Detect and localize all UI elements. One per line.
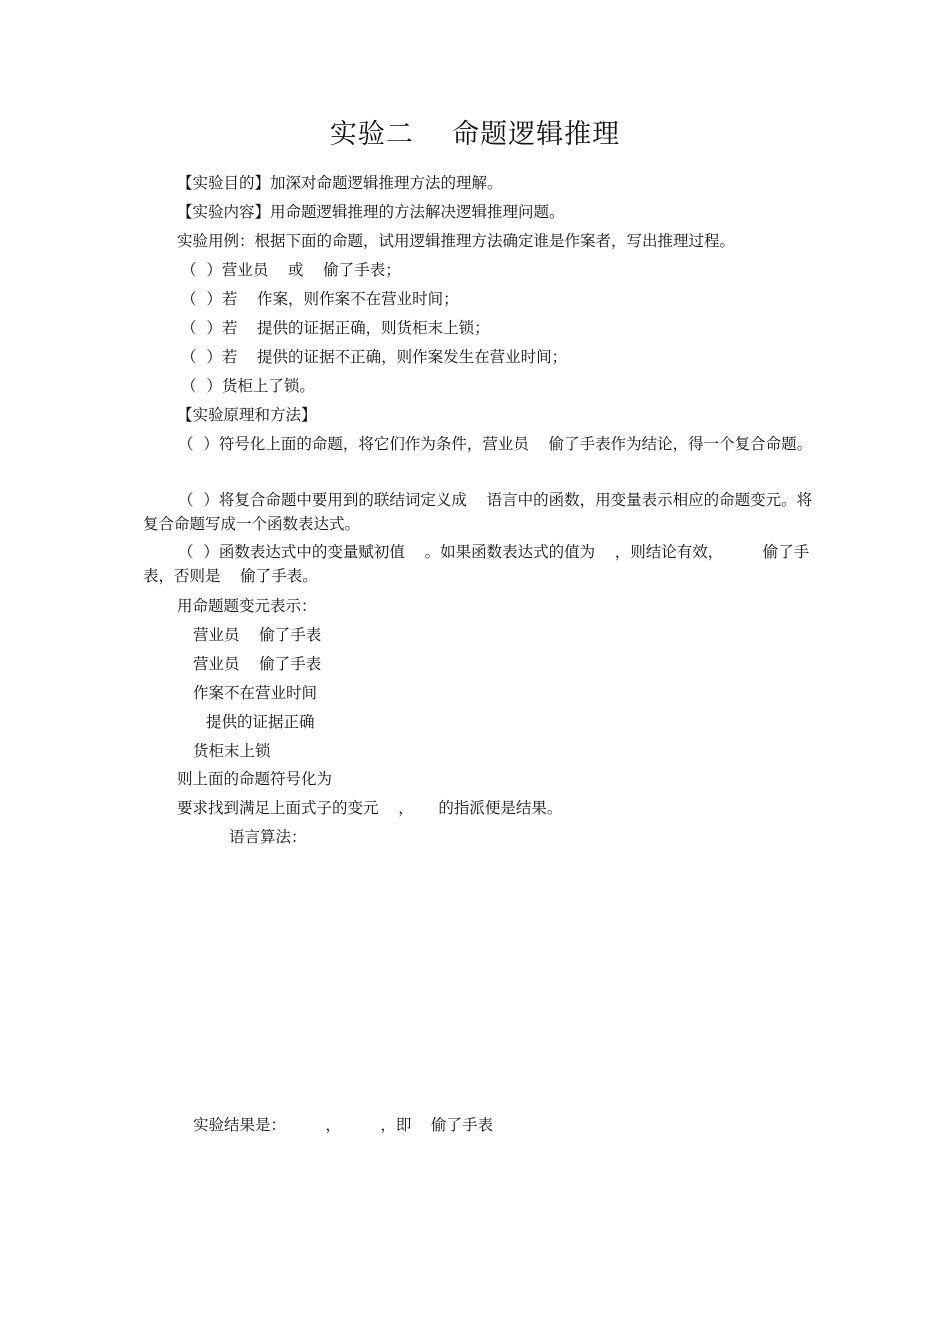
variable-3: 作案不在营业时间	[193, 684, 318, 702]
content-line: 【实验内容】用命题逻辑推理的方法解决逻辑推理问题。	[177, 203, 565, 221]
example-line: 实验用例：根据下面的命题，试用逻辑推理方法确定谁是作案者，写出推理过程。	[177, 232, 736, 250]
algorithm-line: 语言算法：	[229, 828, 307, 846]
variable-1: 营业员 偷了手表	[193, 626, 322, 644]
variable-5: 货柜末上锁	[193, 742, 271, 760]
variable-2: 营业员 偷了手表	[193, 655, 322, 673]
step-2-paragraph: （ ）将复合命题中要用到的联结词定义成 语言中的函数，用变量表示相应的命题变元。将复合命题写成一个函数表达式。	[143, 491, 813, 533]
variables-intro: 用命题题变元表示：	[177, 597, 317, 615]
variable-4: 提供的证据正确	[206, 713, 315, 731]
premise-5: （ ）货柜上了锁。	[181, 377, 315, 395]
principle-heading: 【实验原理和方法】	[177, 406, 317, 424]
premise-2: （ ）若 作案，则作案不在营业时间；	[181, 290, 459, 308]
purpose-line: 【实验目的】加深对命题逻辑推理方法的理解。	[177, 174, 503, 192]
premise-4: （ ）若 提供的证据不正确，则作案发生在营业时间；	[181, 348, 568, 366]
premise-1: （ ）营业员 或 偷了手表；	[181, 261, 401, 279]
symbolized-line: 则上面的命题符号化为	[177, 770, 333, 788]
page-title: 实验二 命题逻辑推理	[329, 119, 621, 150]
premise-3: （ ）若 提供的证据正确，则货柜末上锁；	[181, 319, 490, 337]
requirement-line: 要求找到满足上面式子的变元 ， 的指派便是结果。	[177, 799, 563, 817]
step-3-paragraph: （ ）函数表达式中的变量赋初值 。如果函数表达式的值为 ，则结论有效， 偷了手表，否则是 偷了手表。	[143, 543, 810, 585]
step-1-paragraph: （ ）符号化上面的命题，将它们作为条件，营业员 偷了手表作为结论，得一个复合命题。	[178, 435, 813, 453]
result-line: 实验结果是： ， ，即 偷了手表	[193, 1116, 494, 1134]
